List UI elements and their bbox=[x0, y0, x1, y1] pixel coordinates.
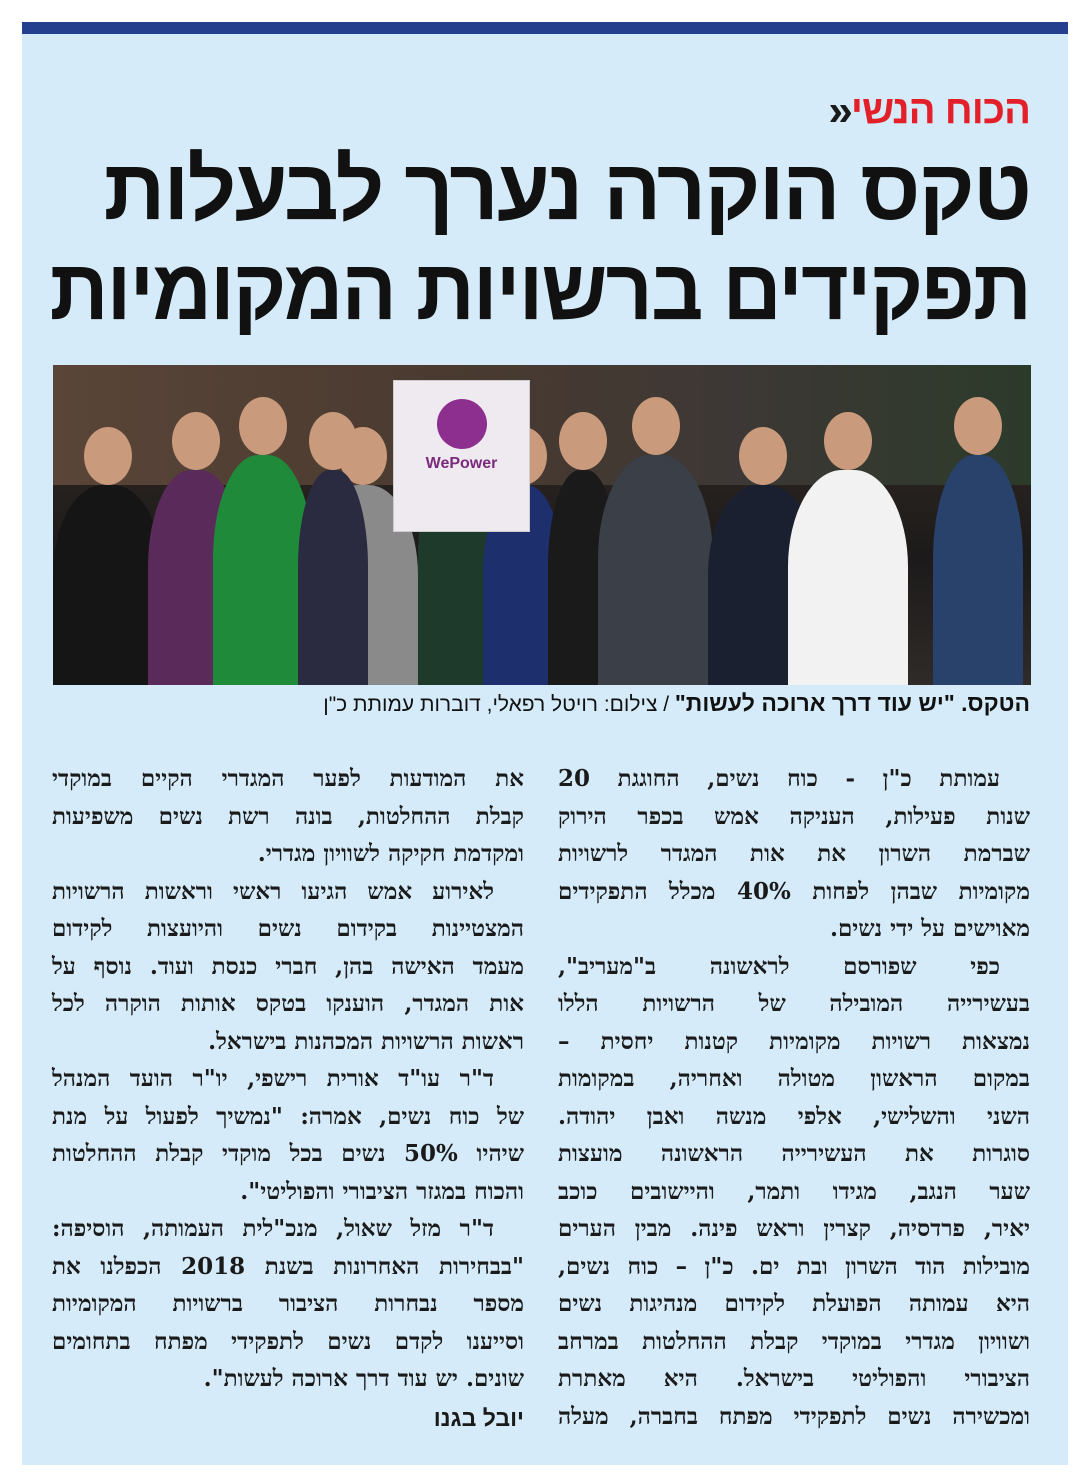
person-head bbox=[954, 397, 1002, 455]
text-line: מובילות הוד השרון ובת ים. כ"ן – כוח נשים, bbox=[558, 1252, 1030, 1280]
person-silhouette bbox=[298, 470, 368, 685]
text-line: היא עמותה הפועלת לקידום מנהיגות נשים bbox=[558, 1290, 1030, 1317]
paragraph bbox=[52, 873, 524, 1061]
paragraph bbox=[558, 760, 1030, 948]
text-line: בעשירייה המובילה של הרשויות הללו bbox=[558, 990, 1030, 1017]
text-line: נמצאות רשויות מקומיות קטנות יחסית – bbox=[558, 1027, 1030, 1055]
person-head bbox=[84, 427, 132, 485]
article-column-right bbox=[558, 760, 1030, 1435]
section-label: הכוח הנשי bbox=[850, 88, 1030, 132]
text-line: סוגרות את העשירייה הראשונה מועצות bbox=[558, 1140, 1030, 1167]
text-line: הציבורי והפוליטי בישראל. היא מאתרת bbox=[558, 1365, 1030, 1392]
text-line: ומקדמת חקיקה לשוויון מגדרי. bbox=[257, 840, 524, 867]
text-line: שיהיו 50% נשים בכל מוקדי קבלת ההחלטות bbox=[52, 1140, 524, 1167]
text-line: של כוח נשים, אמרה: "נמשיך לפעול על מנת bbox=[52, 1102, 524, 1130]
text-line: מקומיות שבהן לפחות 40% מכלל התפקידים bbox=[558, 877, 1030, 905]
text-line: שונים. יש עוד דרך ארוכה לעשות". bbox=[203, 1365, 524, 1392]
newspaper-clipping bbox=[22, 22, 1068, 1465]
text-line: וסייענו לקדם נשים לתפקידי מפתח בתחומים bbox=[52, 1327, 524, 1355]
person-head bbox=[239, 397, 287, 455]
person-silhouette bbox=[53, 485, 163, 685]
banner-logo bbox=[437, 399, 487, 449]
text-line: השני והשלישי, אלפי מנשה ואבן יהודה. bbox=[558, 1102, 1030, 1130]
top-color-bar bbox=[22, 22, 1068, 34]
text-line: שנות פעילות, העניקה אמש בכפר הירוק bbox=[558, 802, 1030, 830]
person-silhouette bbox=[598, 455, 713, 685]
text-line: אות המגדר, הוענקו בטקס אותות הוקרה לכל bbox=[52, 990, 524, 1017]
paragraph bbox=[52, 760, 524, 873]
banner-text: WePower bbox=[425, 455, 498, 472]
text-line: ד"ר עו"ד אורית רישפי, יו"ר הועד המנהל bbox=[52, 1065, 494, 1092]
person-silhouette bbox=[933, 455, 1023, 685]
text-line: ומכשירה נשים לתפקידי מפתח בחברה, מעלה bbox=[558, 1402, 1030, 1430]
text-line: ושוויון מגדרי במוקדי קבלת ההחלטות במרחב bbox=[558, 1327, 1030, 1355]
double-chevron-icon: « bbox=[828, 85, 843, 135]
person-head bbox=[824, 412, 872, 470]
text-line: המצטיינות בקידום נשים והיועצות לקידום bbox=[52, 915, 524, 942]
caption-lead: הטקס. "יש עוד דרך ארוכה לעשות" bbox=[674, 690, 1030, 716]
text-line: והכוח במגזר הציבורי והפוליטי". bbox=[240, 1177, 524, 1205]
author-byline: יובל בגנו bbox=[433, 1404, 524, 1431]
person-silhouette bbox=[788, 470, 908, 685]
photo-banner bbox=[393, 380, 530, 532]
person-head bbox=[172, 412, 220, 470]
text-line: יאיר, פרדסיה, קצרין וראש פינה. מבין הערים bbox=[558, 1215, 1030, 1242]
article-column-left bbox=[52, 760, 524, 1437]
person-head bbox=[559, 412, 607, 470]
text-line: לאירוע אמש הגיעו ראשי וראשות הרשויות bbox=[52, 877, 494, 905]
section-kicker bbox=[828, 85, 1030, 135]
paragraph bbox=[52, 1210, 524, 1398]
event-photo bbox=[53, 365, 1031, 685]
caption-credit: / צילום: רויטל רפאלי, דוברות עמותת כ"ן bbox=[323, 693, 675, 716]
text-line: מאוישים על ידי נשים. bbox=[829, 915, 1030, 942]
text-line: קבלת ההחלטות, בונה רשת נשים משפיעות bbox=[52, 802, 524, 830]
text-line: מעמד האישה בהן, חברי כנסת ועוד. נוסף על bbox=[52, 952, 524, 980]
photo-caption bbox=[50, 690, 1030, 717]
text-line: ד"ר מזל שאול, מנכ"לית העמותה, הוסיפה: bbox=[52, 1215, 494, 1242]
text-line: כפי שפורסם לראשונה ב"מעריב", bbox=[558, 952, 1000, 980]
person-head bbox=[632, 397, 680, 455]
headline bbox=[50, 140, 1030, 340]
headline-line-1: טקס הוקרה נערך לבעלות bbox=[103, 142, 1030, 238]
text-line: שברמת השרון את אות המגדר לרשויות bbox=[558, 840, 1030, 867]
paragraph bbox=[52, 1060, 524, 1210]
text-line: את המודעות לפער המגדרי הקיים במוקדי bbox=[52, 765, 524, 792]
photo-people bbox=[53, 365, 1031, 685]
text-line: שער הנגב, מגידו ותמר, והיישובים כוכב bbox=[558, 1177, 1030, 1205]
paragraph bbox=[558, 948, 1030, 1436]
headline-line-2: תפקידים ברשויות המקומיות bbox=[49, 242, 1030, 338]
text-line: במקום הראשון מטולה ואחריה, במקומות bbox=[558, 1065, 1030, 1092]
person-head bbox=[739, 427, 787, 485]
person-head bbox=[309, 412, 357, 470]
text-line: ראשות הרשויות המכהנות בישראל. bbox=[208, 1027, 524, 1055]
text-line: עמותת כ"ן - כוח נשים, החוגגת 20 bbox=[558, 765, 1000, 792]
text-line: "בבחירות האחרונות בשנת 2018 הכפלנו את bbox=[52, 1252, 524, 1280]
text-line: מספר נבחרות הציבור ברשויות המקומיות bbox=[52, 1290, 524, 1317]
